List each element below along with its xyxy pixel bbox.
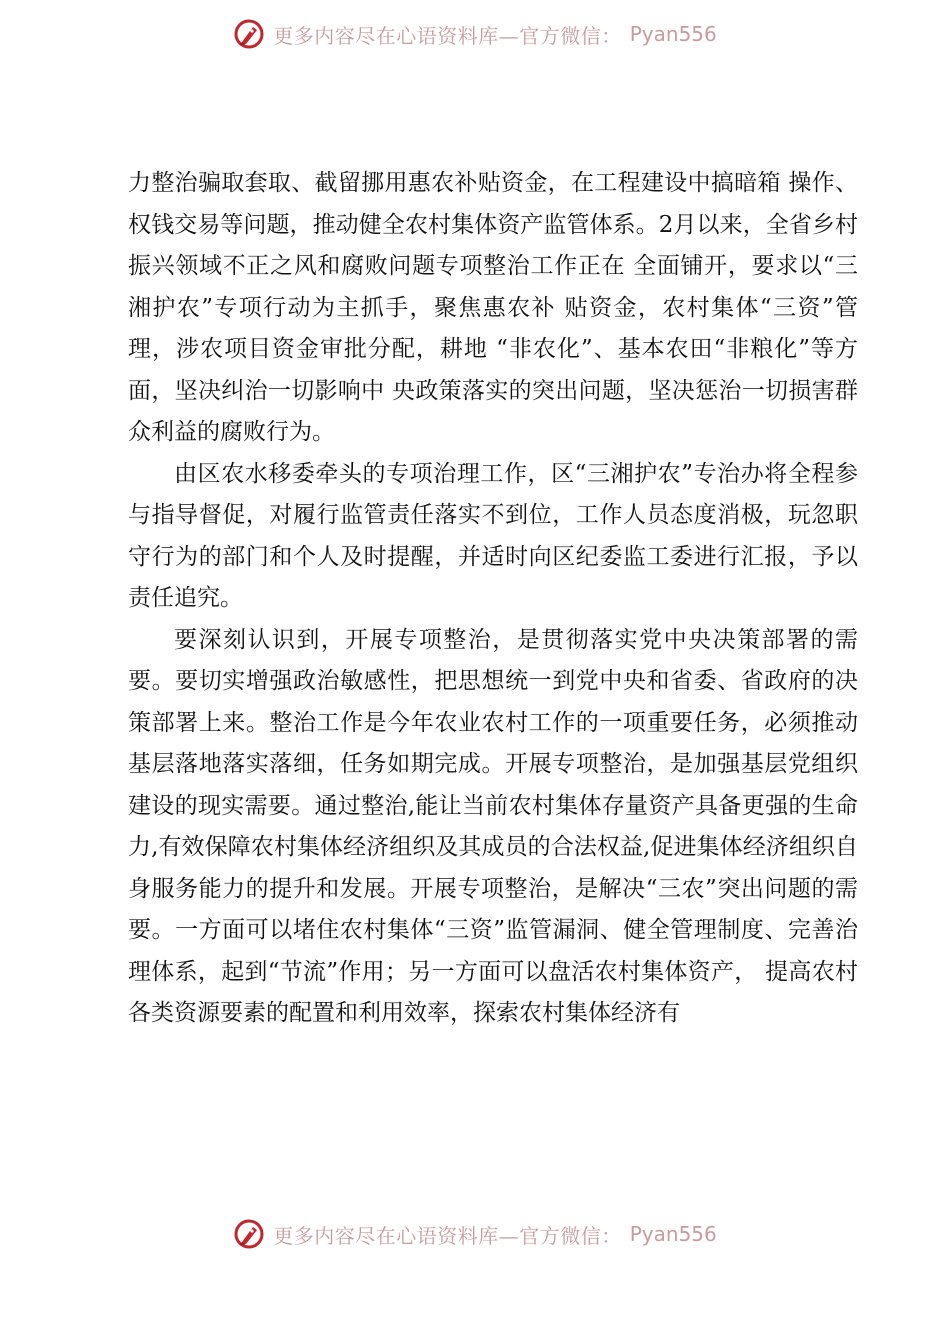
header-brand-text: 更多内容尽在心语资料库—官方微信： [273,23,622,48]
footer-brand-text: 更多内容尽在心语资料库—官方微信： [273,1223,622,1248]
footer-wechat-id: Pyan556 [629,1222,717,1246]
document-body [128,163,858,1035]
paragraph-3: 要深刻认识到，开展专项整治，是贯彻落实党中央决策部署的需要。要切实增强政治敏感性，把思想统一到党中央和省委、省政府的决策部署上来。整治工作是今年农业农村工作的一项重要任务，必须推动基层落地落实落细，任务如期完成。开展专项整治，是加强基层党组织建设的现实需要。通过整治,能让当前农村集体存量资产具备更强的生命力,有效保障农村集体经济组织及其成员的合法权益,促进集体经济组织自身服务能力的提升和发展。开展专项整治，是解决“三农”突出问题的需要。一方面可以堵住农村集体“三资”监管漏洞、健全管理制度、完善治理体系，起到“节流”作用；另一方面可以盘活农村集体资产， 提高农村各类资源要素的配置和利用效率，探索农村集体经济有 [128,626,858,1026]
pen-nib-logo-icon [233,18,265,50]
footer-banner [0,1214,950,1254]
paragraph-2: 由区农水移委牵头的专项治理工作，区“三湘护农”专治办将全程参与指导督促，对履行监管责任落实不到位，工作人员态度消极，玩忽职守行为的部门和个人及时提醒，并适时向区纪委监工委进行汇报，予以责任追究。 [128,460,858,611]
paragraph-1: 力整治骗取套取、截留挪用惠农补贴资金，在工程建设中搞暗箱 操作、权钱交易等问题，推动健全农村集体资产监管体系。2月以来，全省乡村振兴领域不正之风和腐败问题专项整治工作正在 全面铺开，要求以“三湘护农”专项行动为主抓手，聚焦惠农补 贴资金，农村集体“三资”管理，涉农项目资金审批分配，耕地 “非农化”、基本农田“非粮化”等方面，坚决纠治一切影响中 央政策落实的突出问题，坚决惩治一切损害群众利益的腐败行为。 [128,170,858,445]
header-banner [0,14,950,54]
pen-nib-logo-icon [233,1218,265,1250]
header-wechat-id: Pyan556 [629,22,717,46]
